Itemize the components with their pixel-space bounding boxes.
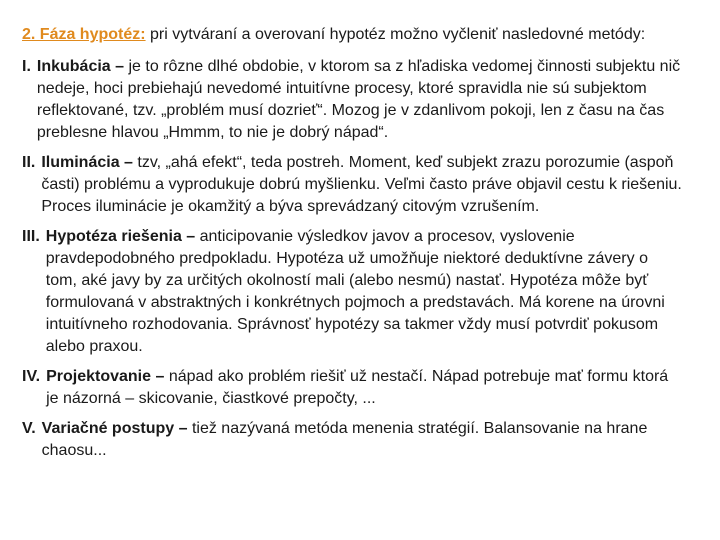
item-term: Projektovanie — [46, 368, 152, 385]
item-body — [42, 418, 682, 462]
item-term: Inkubácia — [36, 58, 111, 75]
item-dash: – — [151, 368, 165, 385]
list-item-incubation — [22, 56, 682, 144]
list-item-projecting — [22, 366, 682, 410]
item-number: V. — [22, 420, 36, 437]
item-body — [46, 366, 682, 410]
item-text: anticipovanie výsledkov javov a procesov, vyslovenie pravdepodobného predpokladu. Hypotéza už umožňuje niektoré deduktívne závery o tom, aké javy by za určitých okolností mali (alebo nesmú) nastať. Hypotéza môže byť formulovaná v abstraktných i konkrétnych pojmoch a predstavách. Má korene na úrovni intuitívneho rozhodovania. Správnosť hypotézy sa takmer vždy musí potvrdiť pokusom alebo praxou. — [45, 228, 665, 355]
item-body — [41, 152, 682, 218]
item-body — [46, 226, 682, 358]
list-item-variation — [22, 418, 682, 462]
item-dash: – — [174, 420, 188, 437]
item-text: tzv, „ahá efekt“, teda postreh. Moment, keď subjekt zrazu porozumie (aspoň časti) problému a vyprodukuje dobrú myšlienku. Veľmi často práve objavil cestu k riešeniu. Proces iluminácie je okamžitý a býva sprevádzaný citovým vzrušením. — [41, 154, 682, 215]
item-number: III. — [22, 228, 40, 245]
item-dash: – — [110, 58, 125, 75]
list-item-hypothesis — [22, 226, 682, 358]
item-body — [37, 56, 682, 144]
item-term: Variačné postupy — [41, 420, 175, 437]
item-number: IV. — [22, 368, 41, 385]
item-number: I. — [22, 58, 31, 75]
item-text: je to rôzne dlhé obdobie, v ktorom sa z hľadiska vedomej činnosti subjektu nič nedeje, hoci prebiehajú nevedomé intuitívne procesy, ktoré spravidla nie sú subjektom reflektované, tzv. „problém musí dozrieť“. Mozog je v zdanlivom pokoji, len z času na čas preblesne hlavou „Hmmm, to nie je dobrý nápad“. — [36, 58, 681, 141]
intro-text: pri vytváraní a overovaní hypotéz možno vyčleniť nasledovné metódy: — [145, 26, 646, 43]
intro-paragraph — [22, 24, 682, 46]
item-number: II. — [22, 154, 36, 171]
item-text: nápad ako problém riešiť už nestačí. Nápad potrebuje mať formu ktorá je názorná – skicovanie, čiastkové prepočty, ... — [46, 368, 669, 407]
item-dash: – — [119, 154, 133, 171]
list-item-illumination — [22, 152, 682, 218]
phase-heading: 2. Fáza hypotéz: — [22, 26, 146, 43]
item-term: Iluminácia — [41, 154, 120, 171]
item-term: Hypotéza riešenia — [45, 228, 182, 245]
item-dash: – — [181, 228, 196, 245]
item-text: tiež nazývaná metóda menenia stratégií. Balansovanie na hrane chaosu... — [41, 420, 648, 459]
